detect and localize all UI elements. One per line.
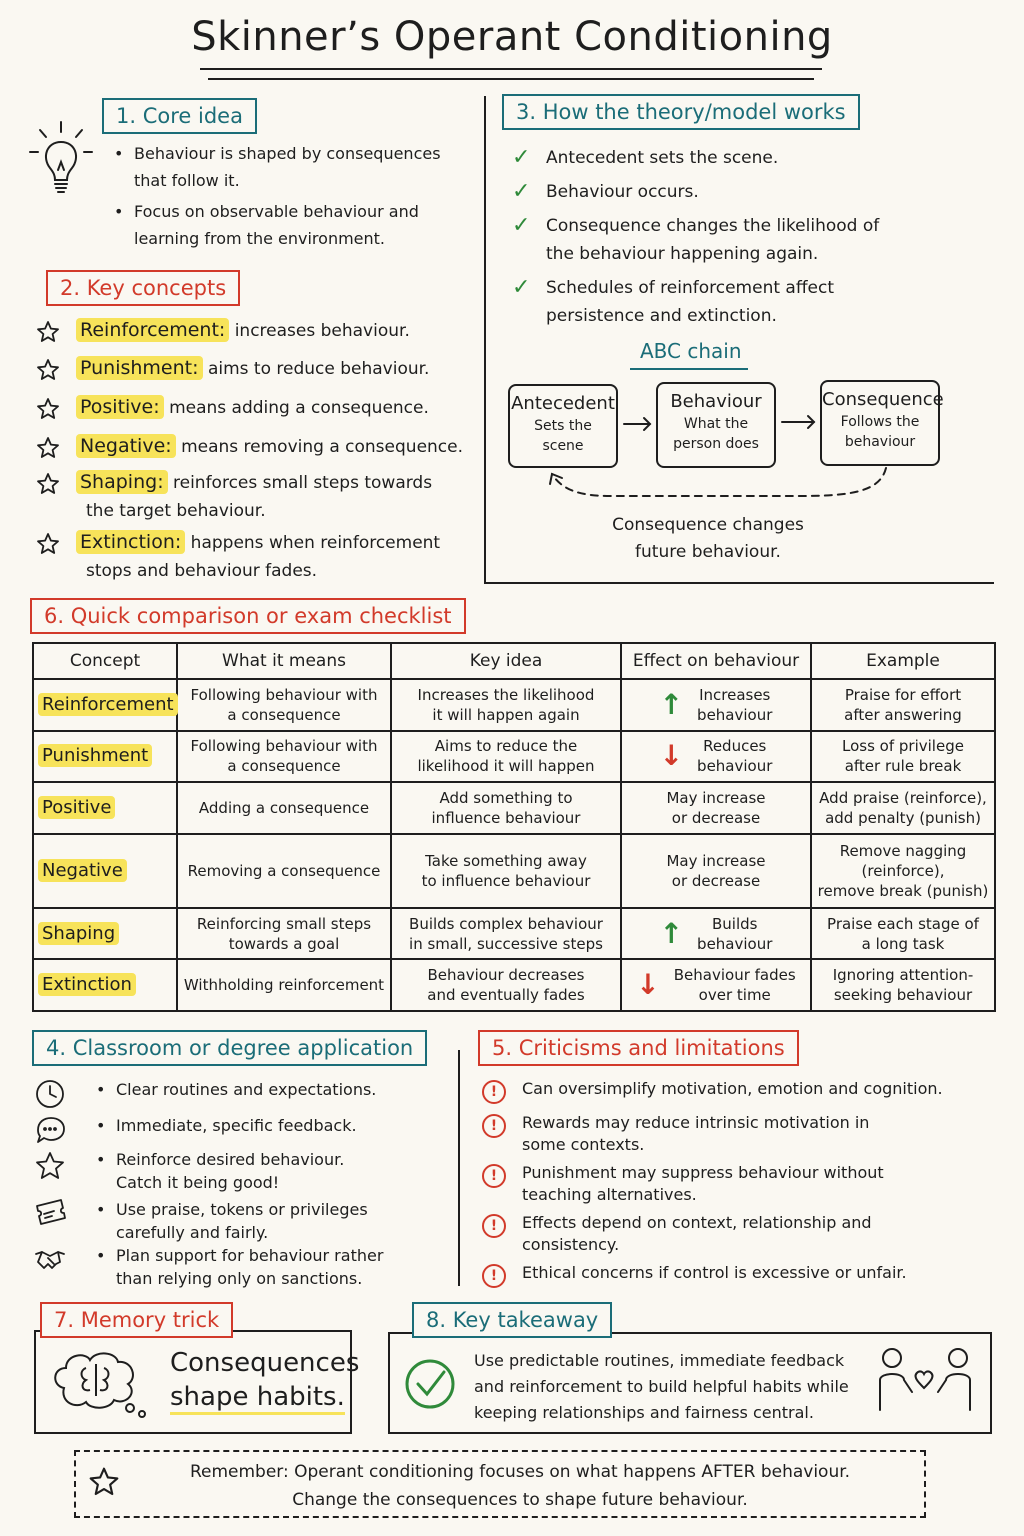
table-cell-concept: Negative xyxy=(33,834,177,908)
works-item: Schedules of reinforcement affect persistence and extinction. xyxy=(546,278,835,326)
abc-chain-underline xyxy=(630,368,748,370)
concept-term: Extinction: xyxy=(76,530,185,554)
table-header-row xyxy=(33,643,995,679)
core-bullet: • Focus on observable behaviour and learning from the environment. xyxy=(134,198,419,252)
brain-thought-icon xyxy=(50,1348,154,1420)
concept-term: Negative: xyxy=(76,434,176,458)
remember-text: Remember: Operant conditioning focuses on what happens AFTER behaviour. Change the consequences to shape future behaviour. xyxy=(189,1462,851,1510)
table-cell-means: Adding a consequence xyxy=(177,782,391,834)
table-cell-effect: ↓ Behaviour fades over time xyxy=(621,959,811,1011)
table-cell-idea: Increases the likelihood it will happen again xyxy=(391,679,621,731)
column-header: Example xyxy=(811,643,995,679)
check-icon: ✓ xyxy=(512,145,531,170)
concept-term: Shaping: xyxy=(76,470,168,494)
lightbulb-icon xyxy=(28,118,94,198)
table-cell-idea: Builds complex behaviour in small, successive steps xyxy=(391,908,621,960)
title-underline xyxy=(200,68,822,70)
title-underline xyxy=(208,78,814,80)
table-cell-means: Following behaviour with a consequence xyxy=(177,679,391,731)
handshake-icon xyxy=(34,1242,68,1274)
arrow-up-icon: ↑ xyxy=(659,916,684,950)
table-cell-example: Add praise (reinforce), add penalty (punish) xyxy=(811,782,995,834)
memory-trick-text: Consequences shape habits. xyxy=(170,1346,359,1414)
table-cell-concept: Punishment xyxy=(33,731,177,783)
criticism-item: Punishment may suppress behaviour without teaching alternatives. xyxy=(522,1163,884,1204)
arrow-up-icon: ↑ xyxy=(659,687,684,721)
abc-box-antecedent: Antecedent Sets the scene xyxy=(508,384,618,468)
arrow-down-icon: ↓ xyxy=(659,739,684,773)
star-icon xyxy=(36,532,60,556)
table-cell-effect: May increase or decrease xyxy=(621,834,811,908)
abc-loop-caption: Consequence changes future behaviour. xyxy=(612,515,804,562)
star-icon xyxy=(36,397,60,421)
table-cell-example: Praise each stage of a long task xyxy=(811,908,995,960)
column-header: Effect on behaviour xyxy=(621,643,811,679)
table-cell-example: Ignoring attention- seeking behaviour xyxy=(811,959,995,1011)
column-header: Key idea xyxy=(391,643,621,679)
section-3-frame-bottom xyxy=(484,582,994,584)
table-cell-effect: ↓ Reduces behaviour xyxy=(621,731,811,783)
star-icon xyxy=(36,358,60,382)
star-icon xyxy=(36,472,60,496)
concept-text: Shaping: reinforces small steps towards the target behaviour. xyxy=(76,468,432,525)
abc-arrows xyxy=(500,410,960,510)
table-cell-idea: Add something to influence behaviour xyxy=(391,782,621,834)
concept-text: Negative: means removing a consequence. xyxy=(76,432,463,461)
alert-icon: ! xyxy=(482,1114,506,1138)
table-cell-effect: May increase or decrease xyxy=(621,782,811,834)
check-icon: ✓ xyxy=(512,275,531,300)
key-concepts-heading: 2. Key concepts xyxy=(46,270,240,306)
classroom-item: • Plan support for behaviour rather than relying only on sanctions. xyxy=(116,1244,383,1290)
concept-term: Punishment: xyxy=(76,356,203,380)
table-cell-means: Withholding reinforcement xyxy=(177,959,391,1011)
concept-text: Positive: means adding a consequence. xyxy=(76,393,429,422)
classroom-item: • Reinforce desired behaviour. Catch it being good! xyxy=(116,1148,344,1194)
table-cell-example: Loss of privilege after rule break xyxy=(811,731,995,783)
classroom-item: • Clear routines and expectations. xyxy=(116,1078,376,1101)
ticket-icon xyxy=(34,1196,68,1228)
section-3-frame-left xyxy=(484,96,486,584)
takeaway-text: Use predictable routines, immediate feedback and reinforcement to build helpful habits while keeping relationships and fairness central. xyxy=(474,1351,849,1422)
table-cell-concept: Shaping xyxy=(33,908,177,960)
concept-term: Reinforcement: xyxy=(76,318,229,342)
table-row xyxy=(33,908,995,960)
table-row xyxy=(33,679,995,731)
table-cell-idea: Aims to reduce the likelihood it will happen xyxy=(391,731,621,783)
table-cell-concept: Extinction xyxy=(33,959,177,1011)
criticism-item: Rewards may reduce intrinsic motivation in some contexts. xyxy=(522,1113,870,1154)
criticism-item: Effects depend on context, relationship and consistency. xyxy=(522,1213,872,1254)
classroom-heading: 4. Classroom or degree application xyxy=(32,1030,427,1066)
people-heart-icon xyxy=(874,1346,974,1412)
concept-text: Punishment: aims to reduce behaviour. xyxy=(76,354,429,383)
section-5-frame-left xyxy=(458,1050,460,1286)
clock-icon xyxy=(34,1078,68,1110)
concept-text: Reinforcement: increases behaviour. xyxy=(76,316,410,345)
alert-icon: ! xyxy=(482,1264,506,1288)
takeaway-heading: 8. Key takeaway xyxy=(412,1302,612,1338)
column-header: What it means xyxy=(177,643,391,679)
works-item: Antecedent sets the scene. xyxy=(546,148,779,168)
check-icon: ✓ xyxy=(512,213,531,238)
table-cell-effect: ↑ Increases behaviour xyxy=(621,679,811,731)
check-circle-icon xyxy=(404,1358,456,1410)
check-icon: ✓ xyxy=(512,179,531,204)
core-bullet: • Behaviour is shaped by consequences that follow it. xyxy=(134,140,441,194)
core-idea-heading: 1. Core idea xyxy=(102,98,257,134)
memory-trick-heading: 7. Memory trick xyxy=(40,1302,233,1338)
arrow-down-icon: ↓ xyxy=(636,968,660,1002)
abc-box-behaviour: Behaviour What the person does xyxy=(656,382,776,468)
concept-text: Extinction: happens when reinforcement stops and behaviour fades. xyxy=(76,528,440,585)
abc-chain-title: ABC chain xyxy=(640,339,742,363)
comparison-heading: 6. Quick comparison or exam checklist xyxy=(30,598,466,634)
table-cell-means: Removing a consequence xyxy=(177,834,391,908)
column-header: Concept xyxy=(33,643,177,679)
alert-icon: ! xyxy=(482,1164,506,1188)
star-icon xyxy=(34,1150,68,1182)
speech-bubble-icon xyxy=(34,1114,68,1146)
table-cell-effect: ↑ Builds behaviour xyxy=(621,908,811,960)
table-cell-means: Following behaviour with a consequence xyxy=(177,731,391,783)
table-cell-concept: Reinforcement xyxy=(33,679,177,731)
abc-box-consequence: Consequence Follows the behaviour xyxy=(820,380,940,466)
alert-icon: ! xyxy=(482,1080,506,1104)
table-cell-idea: Take something away to influence behaviour xyxy=(391,834,621,908)
criticism-item: Can oversimplify motivation, emotion and cognition. xyxy=(522,1079,943,1098)
table-row xyxy=(33,731,995,783)
page-title: Skinner’s Operant Conditioning xyxy=(191,14,833,60)
table-row xyxy=(33,959,995,1011)
criticism-item: Ethical concerns if control is excessive or unfair. xyxy=(522,1263,907,1282)
concept-term: Positive: xyxy=(76,395,164,419)
star-icon xyxy=(36,320,60,344)
star-icon xyxy=(88,1466,120,1498)
table-cell-example: Remove nagging (reinforce), remove break (punish) xyxy=(811,834,995,908)
works-item: Consequence changes the likelihood of the behaviour happening again. xyxy=(546,216,880,264)
table-row xyxy=(33,834,995,908)
table-cell-concept: Positive xyxy=(33,782,177,834)
criticisms-heading: 5. Criticisms and limitations xyxy=(478,1030,799,1066)
table-cell-means: Reinforcing small steps towards a goal xyxy=(177,908,391,960)
star-icon xyxy=(36,436,60,460)
how-it-works-heading: 3. How the theory/model works xyxy=(502,94,860,130)
comparison-table xyxy=(32,642,996,1012)
table-cell-idea: Behaviour decreases and eventually fades xyxy=(391,959,621,1011)
table-row xyxy=(33,782,995,834)
table-cell-example: Praise for effort after answering xyxy=(811,679,995,731)
works-item: Behaviour occurs. xyxy=(546,182,699,202)
alert-icon: ! xyxy=(482,1214,506,1238)
classroom-item: • Use praise, tokens or privileges carefully and fairly. xyxy=(116,1198,368,1244)
classroom-item: • Immediate, specific feedback. xyxy=(116,1114,357,1137)
